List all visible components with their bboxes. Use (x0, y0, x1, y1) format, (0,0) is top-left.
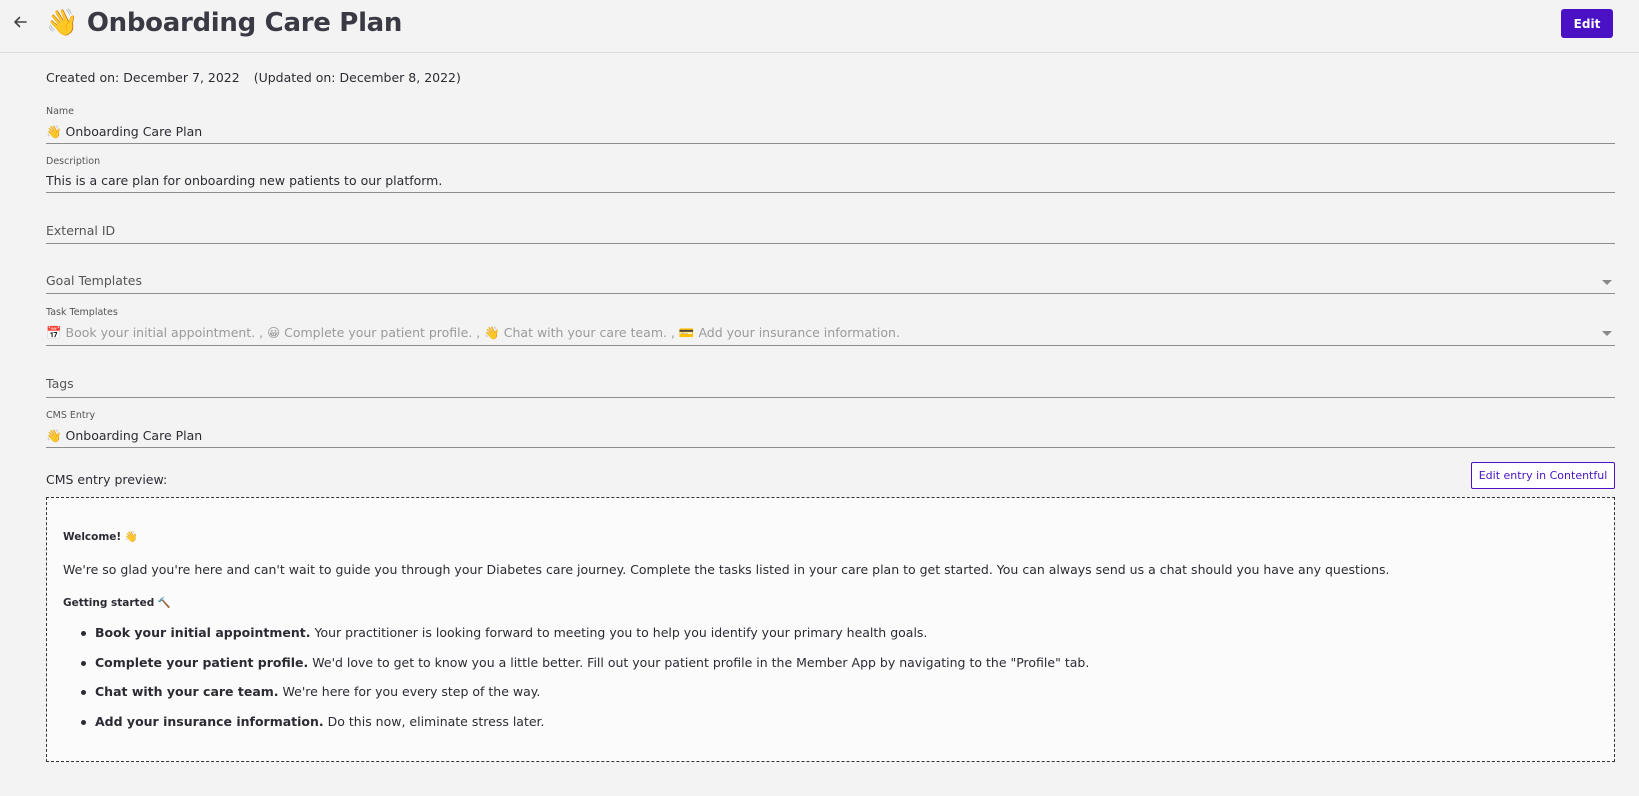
external-id-placeholder: External ID (46, 223, 116, 238)
bullet (81, 690, 86, 695)
updated-date: (Updated on: December 8, 2022) (253, 70, 461, 85)
back-button[interactable] (8, 10, 32, 34)
bullet (81, 661, 86, 666)
created-updated-info (46, 70, 461, 85)
arrow-left-icon (12, 14, 28, 30)
list-item-title: Complete your patient profile. (95, 655, 309, 670)
intro-paragraph: We're so glad you're here and can't wait to guide you through your Diabetes care journey. Complete the tasks listed in your care plan to get started. You can always send us a chat should you have any questions. (63, 562, 1390, 577)
chevron-down-icon (1602, 278, 1612, 288)
cms-entry-label: CMS Entry (46, 410, 96, 421)
list-item-text: Your practitioner is looking forward to meeting you to help you identify your primary health goals. (310, 625, 928, 640)
task-templates-value: 📅 Book your initial appointment. , 😀 Complete your patient profile. , 👋 Chat with your care team. , 💳 Add your insurance information. (46, 325, 900, 340)
description-field[interactable] (46, 156, 1615, 193)
getting-started-heading: Getting started 🔨 (63, 597, 171, 609)
bullet (81, 631, 86, 636)
list-item (95, 625, 927, 640)
name-value: 👋 Onboarding Care Plan (46, 124, 203, 139)
description-label: Description (46, 156, 101, 167)
created-date: Created on: December 7, 2022 (46, 70, 240, 85)
list-item (95, 684, 540, 699)
list-item-title: Chat with your care team. (95, 684, 279, 699)
goal-templates-placeholder: Goal Templates (46, 273, 142, 288)
name-field[interactable] (46, 106, 1615, 144)
welcome-heading: Welcome! 👋 (63, 531, 138, 543)
bullet (81, 720, 86, 725)
list-item (95, 655, 1089, 670)
cms-preview-label: CMS entry preview: (46, 472, 168, 487)
cms-entry-value: 👋 Onboarding Care Plan (46, 428, 203, 443)
edit-button[interactable]: Edit (1561, 9, 1613, 38)
chevron-down-icon (1602, 329, 1612, 339)
task-templates-select[interactable] (46, 307, 1615, 346)
list-item (95, 714, 545, 729)
edit-in-contentful-button[interactable]: Edit entry in Contentful (1471, 462, 1615, 489)
goal-templates-select[interactable] (46, 260, 1615, 294)
task-templates-label: Task Templates (46, 307, 118, 318)
external-id-field[interactable] (46, 210, 1615, 244)
list-item-text: We'd love to get to know you a little better. Fill out your patient profile in the Member App by navigating to the "Profile" tab. (308, 655, 1090, 670)
name-label: Name (46, 106, 75, 117)
top-bar (0, 0, 1639, 53)
list-item-text: We're here for you every step of the way. (278, 684, 541, 699)
list-item-title: Add your insurance information. (95, 714, 324, 729)
tags-placeholder: Tags (46, 376, 74, 391)
description-value: This is a care plan for onboarding new patients to our platform. (46, 173, 443, 188)
tags-field[interactable] (46, 364, 1615, 398)
page-title: 👋 Onboarding Care Plan (46, 8, 403, 38)
list-item-title: Book your initial appointment. (95, 625, 311, 640)
cms-entry-field[interactable] (46, 410, 1615, 448)
cms-preview-box (46, 497, 1615, 762)
list-item-text: Do this now, eliminate stress later. (323, 714, 545, 729)
